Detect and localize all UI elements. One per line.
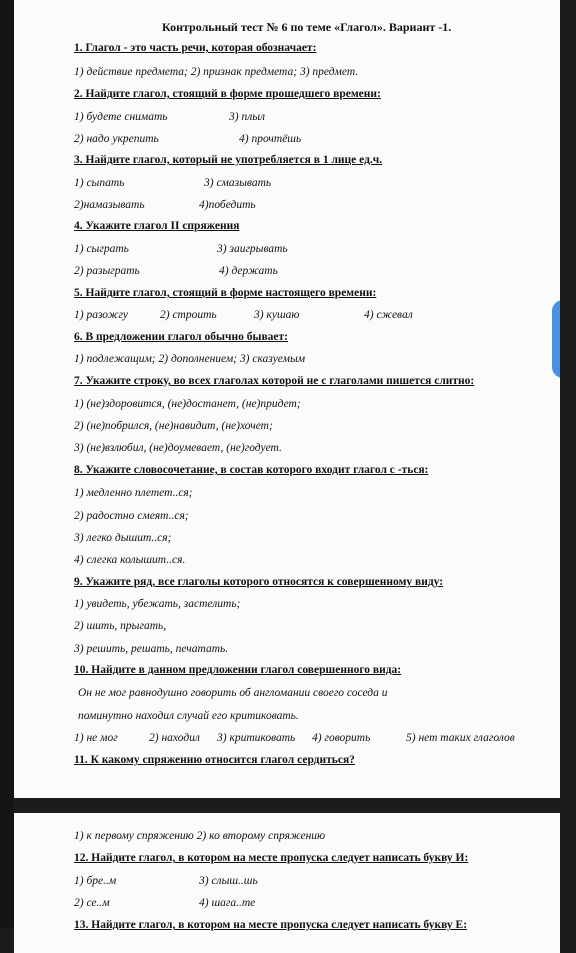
answer-option: 3) кушаю <box>254 309 300 321</box>
answer-option: 3) слыш..шь <box>199 875 258 887</box>
answer-line: 2) радостно смеят..ся; <box>74 510 189 522</box>
answer-option: 5) нет таких глаголов <box>406 732 515 744</box>
sentence-line: Он не мог равнодушно говорить об англомании своего соседа и <box>78 687 388 699</box>
dark-edge <box>0 0 14 928</box>
question-4: 4. Укажите глагол II спряжения <box>74 220 240 232</box>
answer-option: 1) сыграть <box>74 243 129 255</box>
question-11: 11. К какому спряжению относится глагол сердиться? <box>74 754 355 766</box>
answer-line: 2) (не)побрился, (не)навидит, (не)хочет; <box>74 420 273 432</box>
answer-option: 2) находил <box>149 732 200 744</box>
answer-option: 2) строить <box>160 309 217 321</box>
scroll-handle[interactable] <box>552 300 560 378</box>
answer-option: 4) говорить <box>312 732 371 744</box>
answer-option: 1) не мог <box>74 732 118 744</box>
answer-line: 3) (не)взлюбил, (не)доумевает, (не)годует. <box>74 442 282 454</box>
answer-option: 1) разожгу <box>74 309 129 321</box>
answer-option: 3) смазывать <box>204 177 272 189</box>
answer-line: 1) увидеть, убежать, застелить; <box>74 598 241 610</box>
question-6: 6. В предложении глагол обычно бывает: <box>74 331 288 343</box>
answer-option: 4)победить <box>199 199 256 211</box>
answer-line: 1) (не)здоровится, (не)достанет, (не)придет; <box>74 398 301 410</box>
answer-option: 4) держать <box>219 265 278 277</box>
page-title: Контрольный тест № 6 по теме «Глагол». Вариант -1. <box>162 20 452 34</box>
question-5: 5. Найдите глагол, стоящий в форме настоящего времени: <box>74 287 377 299</box>
question-10: 10. Найдите в данном предложении глагол совершенного вида: <box>74 664 402 676</box>
answer-line: 2) шить, прыгать, <box>74 620 167 632</box>
answer-option: 2)намазывать <box>74 199 145 211</box>
answer-line: 1) медленно плетет..ся; <box>74 487 193 499</box>
answer-line: 1) к первому спряжению 2) ко второму спряжению <box>74 830 326 842</box>
answer-option: 2) разыграть <box>74 265 140 277</box>
question-7: 7. Укажите строку, во всех глаголах которой не с глаголами пишется слитно: <box>74 375 475 387</box>
answer-line: 4) слегка колышит..ся. <box>74 554 186 566</box>
answer-line: 3) легко дышит..ся; <box>74 532 172 544</box>
answer-option: 4) сжевал <box>364 309 413 321</box>
question-12: 12. Найдите глагол, в котором на месте пропуска следует написать букву И: <box>74 852 469 864</box>
answer-line: 1) подлежащим; 2) дополнением; 3) сказуемым <box>74 353 306 365</box>
question-13: 13. Найдите глагол, в котором на месте пропуска следует написать букву Е: <box>74 919 468 931</box>
answer-option: 4) прочтёшь <box>239 133 302 145</box>
answer-option: 3) плыл <box>229 111 266 123</box>
answer-option: 1) будете снимать <box>74 111 168 123</box>
answer-option: 1) бре..м <box>74 875 117 887</box>
question-2: 2. Найдите глагол, стоящий в форме прошедшего времени: <box>74 88 381 100</box>
answer-line: 3) решить, решать, печатать. <box>74 643 229 655</box>
answer-option: 4) шага..те <box>199 897 256 909</box>
answer-option: 1) сыпать <box>74 177 125 189</box>
question-8: 8. Укажите словосочетание, в состав которого входит глагол с -ться: <box>74 464 429 476</box>
test-page-2 <box>14 813 560 953</box>
answer-option: 2) се..м <box>74 897 110 909</box>
answer-option: 3) заигрывать <box>217 243 288 255</box>
answer-line: 1) действие предмета; 2) признак предмета; 3) предмет. <box>74 66 359 78</box>
answer-option: 3) критиковать <box>217 732 296 744</box>
question-3: 3. Найдите глагол, который не употребляется в 1 лице ед.ч. <box>74 154 383 166</box>
sentence-line: поминутно находил случай его критиковать. <box>78 710 299 722</box>
question-9: 9. Укажите ряд, все глаголы которого относятся к совершенному виду: <box>74 576 444 588</box>
answer-option: 2) надо укрепить <box>74 133 159 145</box>
test-page-1 <box>14 0 560 798</box>
question-1: 1. Глагол - это часть речи, которая обозначает: <box>74 42 317 54</box>
